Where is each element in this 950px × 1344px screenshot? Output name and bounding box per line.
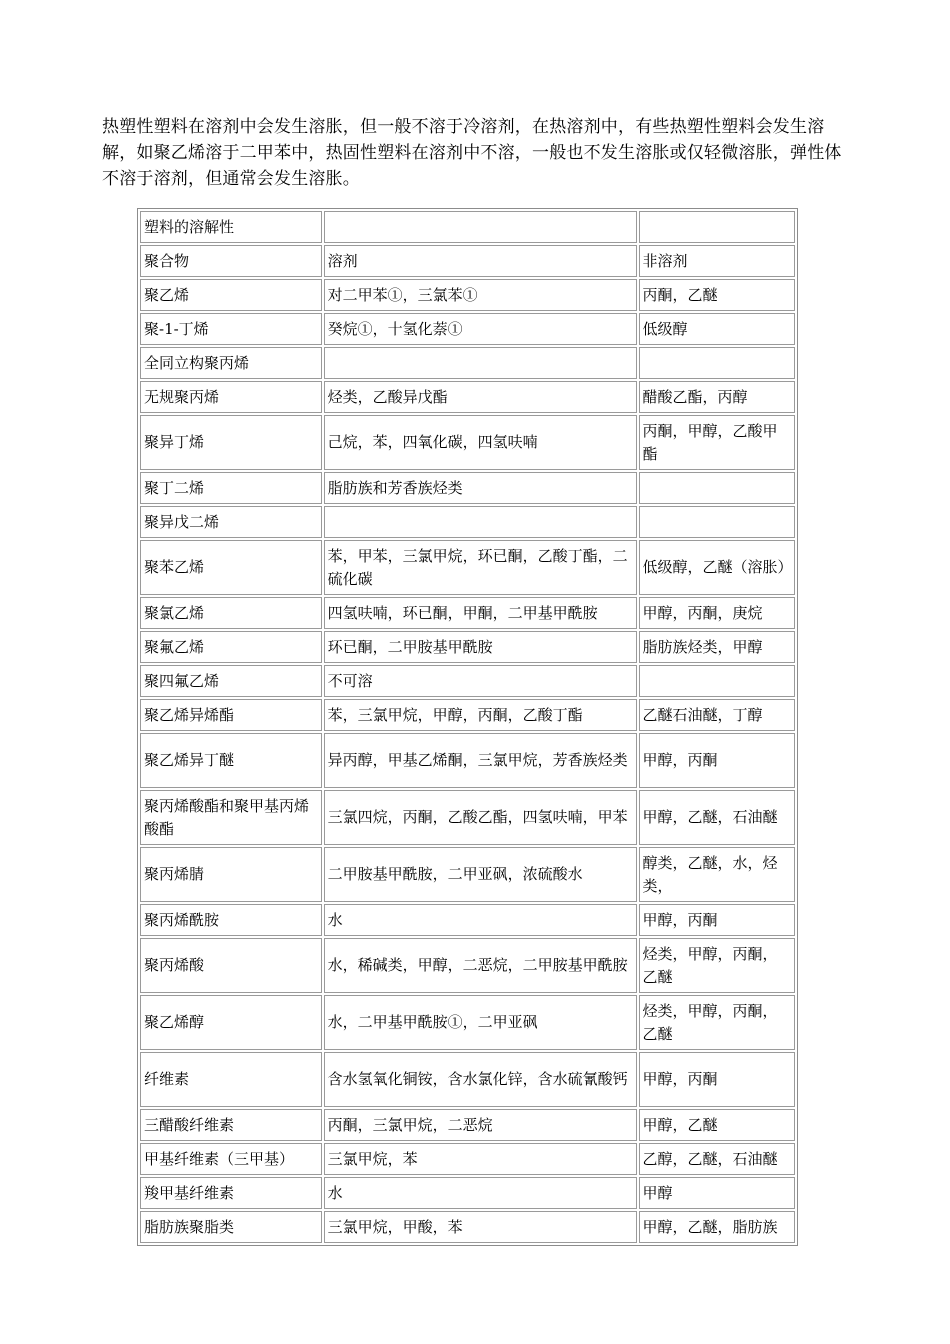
table-row [140, 472, 795, 504]
intro-paragraph: 热塑性塑料在溶剂中会发生溶胀，但一般不溶于冷溶剂，在热溶剂中，有些热塑性塑料会发生溶解，如聚乙烯溶于二甲苯中，热固性塑料在溶剂中不溶，一般也不发生溶胀或仅轻微溶胀，弹性体不溶于溶剂，但通常会发生溶胀。 [102, 117, 842, 189]
table-row [140, 381, 795, 413]
polymer-cell: 聚丁二烯 [140, 472, 322, 504]
non-solvent-cell: 甲醇，乙醚，石油醚 [639, 790, 795, 845]
solvent-cell: 癸烷①，十氢化萘① [324, 313, 637, 345]
polymer-cell: 聚苯乙烯 [140, 540, 322, 595]
polymer-cell: 聚乙烯异丁醚 [140, 733, 322, 788]
polymer-cell: 聚异戊二烯 [140, 506, 322, 538]
solvent-cell: 水，稀碱类，甲醇，二恶烷，二甲胺基甲酰胺 [324, 938, 637, 993]
non-solvent-cell: 乙醇，乙醚，石油醚 [639, 1143, 795, 1175]
non-solvent-cell: 丙酮，甲醇，乙酸甲酯 [639, 415, 795, 470]
table-row [140, 540, 795, 595]
non-solvent-cell: 烃类，甲醇，丙酮，乙醚 [639, 995, 795, 1050]
non-solvent-cell: 甲醇，乙醚 [639, 1109, 795, 1141]
polymer-cell: 聚丙烯酰胺 [140, 904, 322, 936]
table-row [140, 733, 795, 788]
solvent-cell: 二甲胺基甲酰胺，二甲亚砜，浓硫酸水 [324, 847, 637, 902]
polymer-cell: 聚合物 [140, 245, 322, 277]
table-row [140, 313, 795, 345]
non-solvent-cell: 醋酸乙酯，丙醇 [639, 381, 795, 413]
solvent-cell: 脂肪族和芳香族烃类 [324, 472, 637, 504]
non-solvent-cell [639, 506, 795, 538]
polymer-cell: 聚异丁烯 [140, 415, 322, 470]
table-row [140, 279, 795, 311]
non-solvent-cell [639, 665, 795, 697]
table-row [140, 1211, 795, 1243]
table-row [140, 904, 795, 936]
solvent-cell: 三氯甲烷，甲酸，苯 [324, 1211, 637, 1243]
solubility-table [137, 208, 798, 1246]
table-row [140, 1109, 795, 1141]
polymer-cell: 聚乙烯醇 [140, 995, 322, 1050]
non-solvent-cell [639, 472, 795, 504]
polymer-cell: 纤维素 [140, 1052, 322, 1107]
table-row [140, 938, 795, 993]
table-row [140, 790, 795, 845]
non-solvent-cell: 脂肪族烃类，甲醇 [639, 631, 795, 663]
solvent-cell: 异丙醇，甲基乙烯酮，三氯甲烷，芳香族烃类 [324, 733, 637, 788]
solvent-cell [324, 211, 637, 243]
solvent-cell: 水 [324, 904, 637, 936]
non-solvent-cell [639, 211, 795, 243]
solvent-cell: 三氯四烷，丙酮，乙酸乙酯，四氢呋喃，甲苯 [324, 790, 637, 845]
solvent-cell: 己烷，苯，四氧化碳，四氢呋喃 [324, 415, 637, 470]
non-solvent-cell: 甲醇，丙酮 [639, 904, 795, 936]
non-solvent-cell: 低级醇 [639, 313, 795, 345]
table-row [140, 347, 795, 379]
polymer-cell: 脂肪族聚脂类 [140, 1211, 322, 1243]
non-solvent-cell: 甲醇 [639, 1177, 795, 1209]
non-solvent-cell: 低级醇，乙醚（溶胀） [639, 540, 795, 595]
solvent-cell: 环已酮，二甲胺基甲酰胺 [324, 631, 637, 663]
non-solvent-cell: 甲醇，丙酮 [639, 1052, 795, 1107]
table-row [140, 1052, 795, 1107]
solvent-cell [324, 347, 637, 379]
polymer-cell: 聚氯乙烯 [140, 597, 322, 629]
table-row [140, 847, 795, 902]
solvent-cell: 水 [324, 1177, 637, 1209]
non-solvent-cell: 非溶剂 [639, 245, 795, 277]
solvent-cell: 三氯甲烷，苯 [324, 1143, 637, 1175]
solvent-cell: 水，二甲基甲酰胺①，二甲亚砜 [324, 995, 637, 1050]
polymer-cell: 聚乙烯异烯酯 [140, 699, 322, 731]
table-caption-row [140, 211, 795, 243]
solvent-cell: 不可溶 [324, 665, 637, 697]
non-solvent-cell [639, 347, 795, 379]
solvent-cell: 丙酮，三氯甲烷，二恶烷 [324, 1109, 637, 1141]
table-row [140, 1143, 795, 1175]
non-solvent-cell: 醇类，乙醚，水，烃类， [639, 847, 795, 902]
non-solvent-cell: 甲醇，乙醚，脂肪族 [639, 1211, 795, 1243]
polymer-cell: 聚乙烯 [140, 279, 322, 311]
solvent-cell: 烃类，乙酸异戊酯 [324, 381, 637, 413]
non-solvent-cell: 甲醇，丙酮，庚烷 [639, 597, 795, 629]
solvent-cell: 含水氢氧化铜铵，含水氯化锌，含水硫氰酸钙 [324, 1052, 637, 1107]
solvent-cell: 对二甲苯①，三氯苯① [324, 279, 637, 311]
non-solvent-cell: 乙醚石油醚，丁醇 [639, 699, 795, 731]
polymer-cell: 无规聚丙烯 [140, 381, 322, 413]
polymer-cell: 三醋酸纤维素 [140, 1109, 322, 1141]
table-row [140, 415, 795, 470]
non-solvent-cell: 烃类，甲醇，丙酮，乙醚 [639, 938, 795, 993]
polymer-cell: 全同立构聚丙烯 [140, 347, 322, 379]
non-solvent-cell: 甲醇，丙酮 [639, 733, 795, 788]
table-row [140, 597, 795, 629]
polymer-cell: 聚丙烯腈 [140, 847, 322, 902]
solubility-table-body [140, 211, 795, 1243]
non-solvent-cell: 丙酮，乙醚 [639, 279, 795, 311]
solvent-cell [324, 506, 637, 538]
polymer-cell: 聚丙烯酸 [140, 938, 322, 993]
polymer-cell: 聚丙烯酸酯和聚甲基丙烯酸酯 [140, 790, 322, 845]
solvent-cell: 四氢呋喃，环已酮，甲酮，二甲基甲酰胺 [324, 597, 637, 629]
polymer-cell: 聚四氟乙烯 [140, 665, 322, 697]
polymer-cell: 甲基纤维素（三甲基） [140, 1143, 322, 1175]
table-row [140, 665, 795, 697]
table-row [140, 995, 795, 1050]
polymer-cell: 塑料的溶解性 [140, 211, 322, 243]
solvent-cell: 苯，三氯甲烷，甲醇，丙酮，乙酸丁酯 [324, 699, 637, 731]
solvent-cell: 溶剂 [324, 245, 637, 277]
polymer-cell: 羧甲基纤维素 [140, 1177, 322, 1209]
table-header-row [140, 245, 795, 277]
table-row [140, 699, 795, 731]
table-row [140, 631, 795, 663]
solvent-cell: 苯，甲苯，三氯甲烷，环已酮，乙酸丁酯，二硫化碳 [324, 540, 637, 595]
polymer-cell: 聚氟乙烯 [140, 631, 322, 663]
table-row [140, 506, 795, 538]
table-row [140, 1177, 795, 1209]
polymer-cell: 聚-1-丁烯 [140, 313, 322, 345]
